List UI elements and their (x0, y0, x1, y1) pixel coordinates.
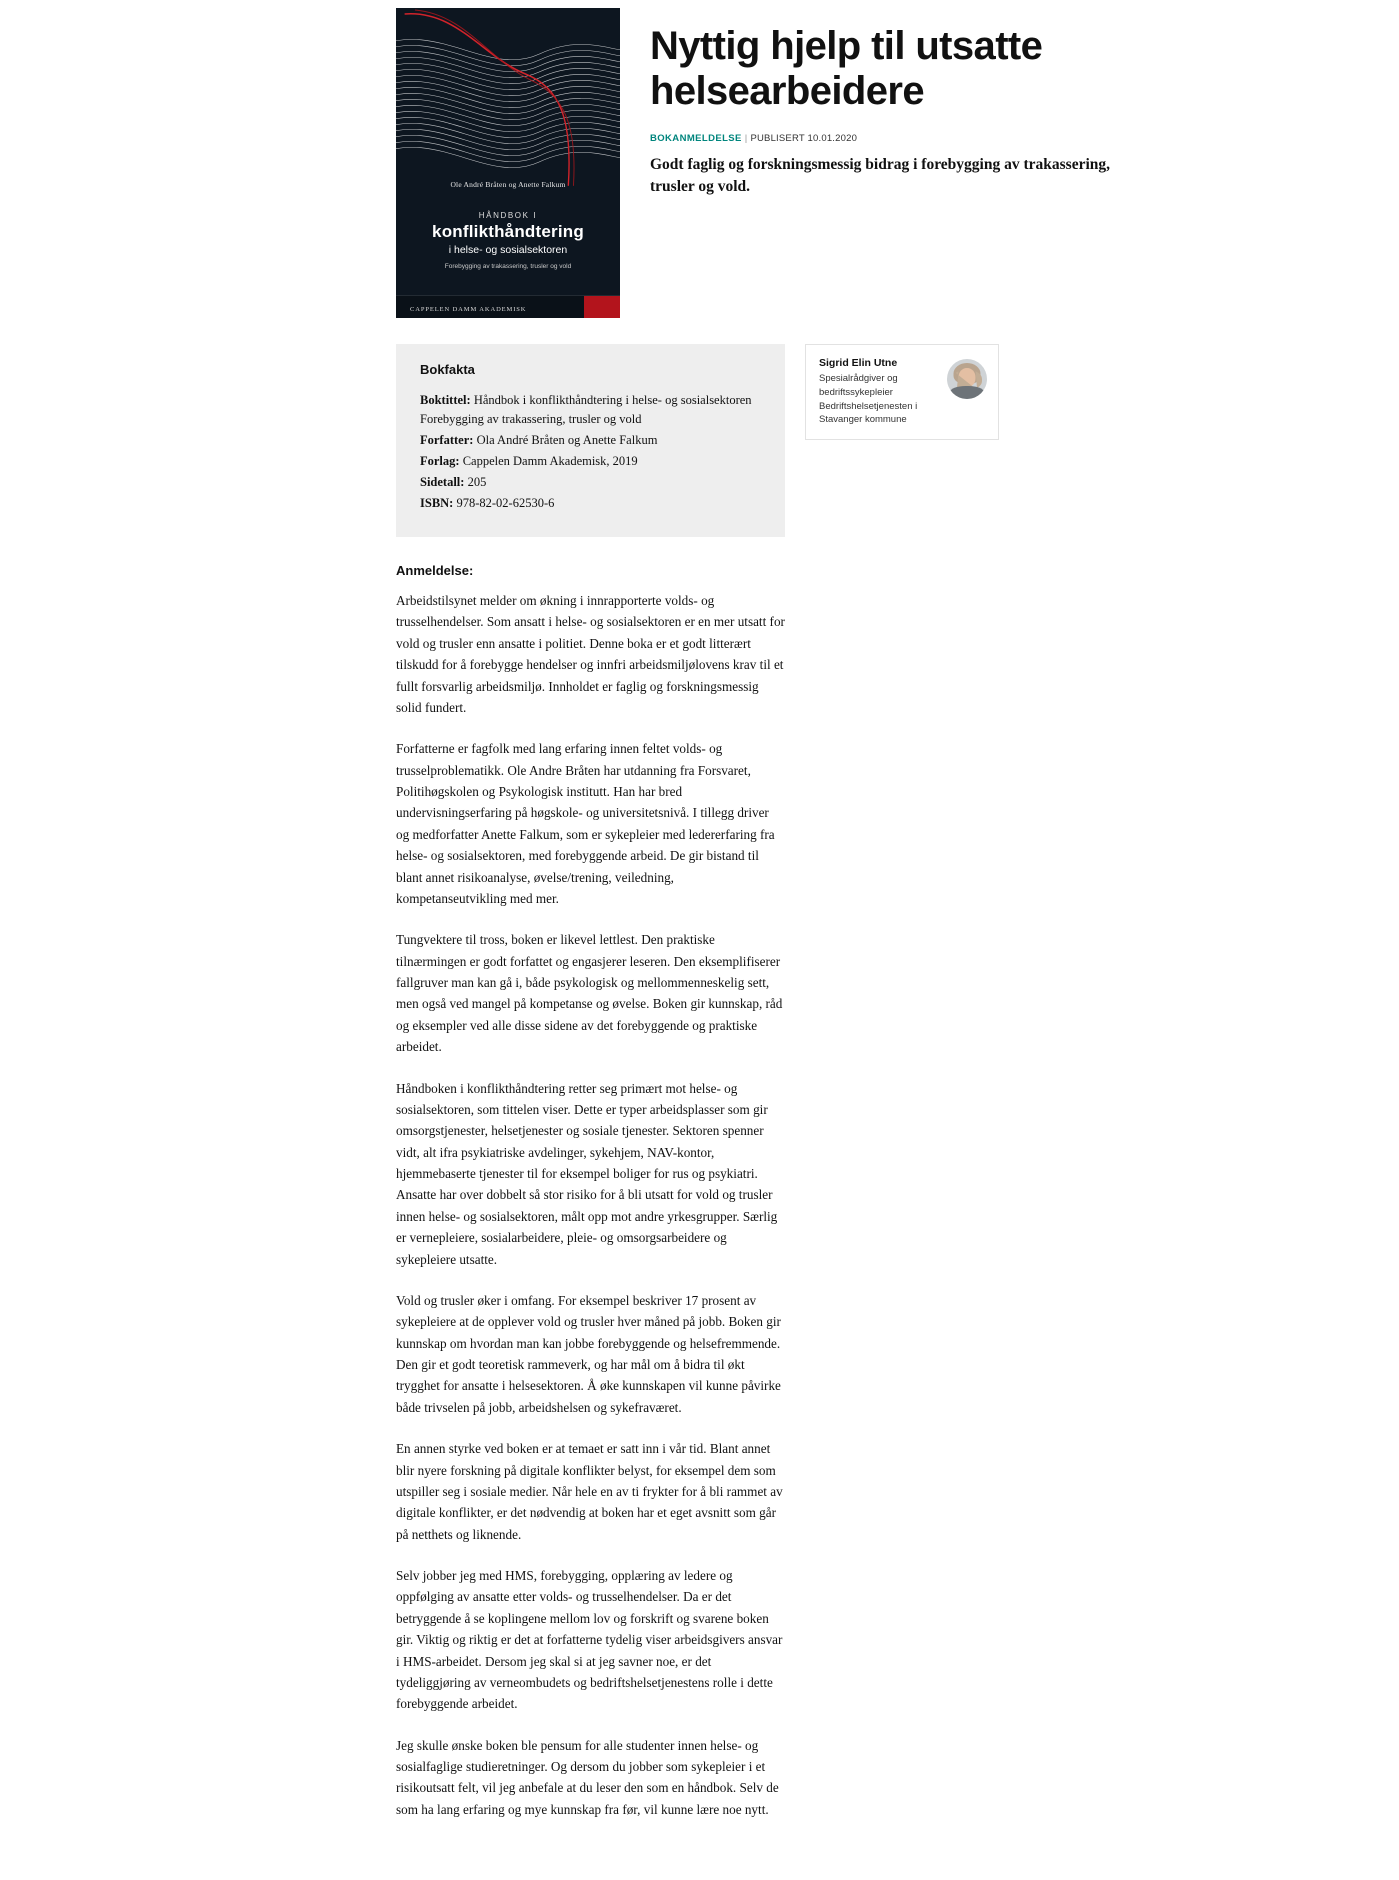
cover-main-title: konflikthåndtering (432, 222, 584, 241)
article-paragraph: Håndboken i konflikthåndtering retter seg primært mot helse- og sosialsektoren, som tittelen viser. Dette er typer arbeidsplasser som gir omsorgstjenester, helsetjenester og sosiale tjenester. Sektoren spenner vidt, alt ifra psykiatriske avdelinger, sykehjem, NAV-kontor, hjemmebaserte tjenester til for eksempel boliger for rus og psykiatri. Ansatte har over dobbelt så stor risiko for å bli utsatt for vold og trusler innen helse- og sosialsektoren, målt opp mot andre yrkesgrupper. Særlig er vernepleiere, sosialarbeidere, pleie- og omsorgsarbeidere og sykepleiere utsatte. (396, 1080, 778, 1267)
review-heading: Anmeldelse: (396, 563, 474, 578)
article-paragraph: Forfatterne er fagfolk med lang erfaring innen feltet volds- og trusselproblematikk. Ole Andre Bråten har utdanning fra Forsvaret, Politihøgskolen og Psykologisk institutt. Han har bred undervisningserfaring på høgskole- og universitetsnivå. I tillegg driver og medforfatter Anette Falkum, som er sykepleier med ledererfaring fra helse- og sosialsektoren, med forebyggende arbeid. De gir bistand til blant annet risikoanalyse, øvelse/trening, veiledning, kompetanseutvikling med mer. (396, 741, 775, 906)
article-paragraph: Jeg skulle ønske boken ble pensum for alle studenter innen helse- og sosialfaglige studieretninger. Og dersom du jobber som sykepleier i et risikoutsatt felt, vil jeg anbefale at du leser den som en håndbok. Selv de som ha lang erfaring og mye kunnskap fra før, vil kunne lære noe nytt. (396, 1737, 779, 1817)
fact-value-forfatter: Ola André Bråten og Anette Falkum (476, 433, 658, 447)
hero-section (0, 0, 1399, 318)
meta-separator: | (744, 132, 748, 144)
cover-series-label: HÅNDBOK I (478, 211, 538, 220)
cover-red-accent-line (396, 8, 620, 188)
fact-row-forfatter (420, 431, 761, 450)
article-meta (650, 133, 1120, 144)
fact-value-isbn: 978-82-02-62530-6 (456, 496, 555, 510)
book-cover-image (396, 8, 620, 318)
avatar (947, 359, 987, 399)
article-paragraph: Tungvektere til tross, boken er likevel lettlest. Den praktiske tilnærmingen er godt forfattet og engasjerer leseren. Den eksemplifiserer fallgruver man kan gå i, både psykologisk og mellommenneskelig sett, men også ved mangel på kompetanse og øvelse. Boken gir kunnskap, råd og eksempler ved alle disse sidene av det forebyggende og praktiske arbeidet. (396, 932, 783, 1055)
hero-text-block (650, 8, 1120, 198)
fact-row-sidetall (420, 473, 761, 492)
published-date: PUBLISERT 10.01.2020 (750, 132, 858, 144)
fact-label-forfatter: Forfatter: (420, 433, 474, 447)
article-paragraph: Selv jobber jeg med HMS, forebygging, opplæring av ledere og oppfølging av ansatte etter volds- og trusselhendelser. Da er det betryggende å se koplingene mellom lov og forskrift og svarene boken gir. Viktig og riktig er det at forfatterne tydelig viser arbeidsgivers ansvar i HMS-arbeidet. Dersom jeg skal si at jeg savner noe, er det tydeliggjøring av verneombudets og bedriftshelsetjenestens rolle i dette forebyggende arbeidet. (396, 1568, 783, 1712)
article-standfirst: Godt faglig og forskningsmessig bidrag i forebygging av trakassering, trusler og vold. (650, 155, 1111, 195)
cover-subtitle: i helse- og sosialsektoren (448, 244, 568, 256)
fact-value-sidetall: 205 (467, 475, 487, 489)
fact-label-boktittel: Boktittel: (420, 393, 471, 407)
page-title: Nyttig hjelp til utsatte helsearbeidere (650, 24, 1043, 113)
article-paragraph: Arbeidstilsynet melder om økning i innrapporterte volds- og trusselhendelser. Som ansatt i helse- og sosialsektoren er en mer utsatt for vold og trusler enn ansatte i politiet. Denne boka er et godt litterært tilskudd for å forebygge hendelser og innfri arbeidsmiljølovens krav til et fullt forsvarlig arbeidsmiljø. Innholdet er faglig og forskningsmessig solid fundert. (396, 593, 785, 715)
fact-value-boktittel: Håndbok i konflikthåndtering i helse- og sosialsektoren Forebygging av trakassering, trusler og vold (420, 393, 752, 426)
author-name: Sigrid Elin Utne (819, 357, 898, 369)
fact-label-isbn: ISBN: (420, 496, 454, 510)
author-info (819, 357, 947, 427)
book-cover-container (396, 8, 620, 318)
cover-authors-line: Ole André Bråten og Anette Falkum (450, 180, 566, 189)
cover-publisher-mark (584, 296, 620, 318)
article-kicker: BOKANMELDELSE (650, 132, 742, 144)
fact-value-forlag: Cappelen Damm Akademisk, 2019 (462, 454, 638, 468)
avatar-body (950, 386, 984, 399)
cover-tagline: Forebygging av trakassering, trusler og vold (444, 263, 572, 270)
bokfakta-heading: Bokfakta (420, 362, 475, 377)
fact-row-boktittel (420, 391, 761, 429)
article-body (396, 563, 785, 1880)
author-card[interactable] (805, 344, 999, 440)
bokfakta-box (396, 344, 785, 537)
author-role: Spesialrådgiver og bedriftssykepleier Bedriftshelsetjenesten i Stavanger kommune (819, 373, 918, 426)
article-paragraph: Vold og trusler øker i omfang. For eksempel beskriver 17 prosent av sykepleiere at de opplever vold og trusler hver måned på jobb. Boken gir kunnskap om hvordan man kan jobbe forebyggende og helsefremmende. Den gir et godt teoretisk rammeverk, og har mål om å bidra til økt trygghet for ansatte i helsesektoren. Å øke kunnskapen vil kunne påvirke både trivselen på jobb, arbeidshelsen og sykefraværet. (396, 1292, 781, 1415)
fact-row-isbn (420, 494, 761, 513)
cover-publisher-name: CAPPELEN DAMM AKADEMISK (410, 306, 527, 313)
fact-row-forlag (420, 452, 761, 471)
fact-label-sidetall: Sidetall: (420, 475, 465, 489)
fact-label-forlag: Forlag: (420, 454, 460, 468)
factbox-author-row (0, 344, 1399, 537)
article-paragraph: En annen styrke ved boken er at temaet er satt inn i vår tid. Blant annet blir nyere forskning på digitale konflikter belyst, for eksempel dem som utspiller seg i sosiale medier. Når hele en av ti frykter for å bli rammet av digitale konflikter, er det nødvendig at boken har et eget avsnitt som går på netthets og liknende. (396, 1441, 783, 1542)
